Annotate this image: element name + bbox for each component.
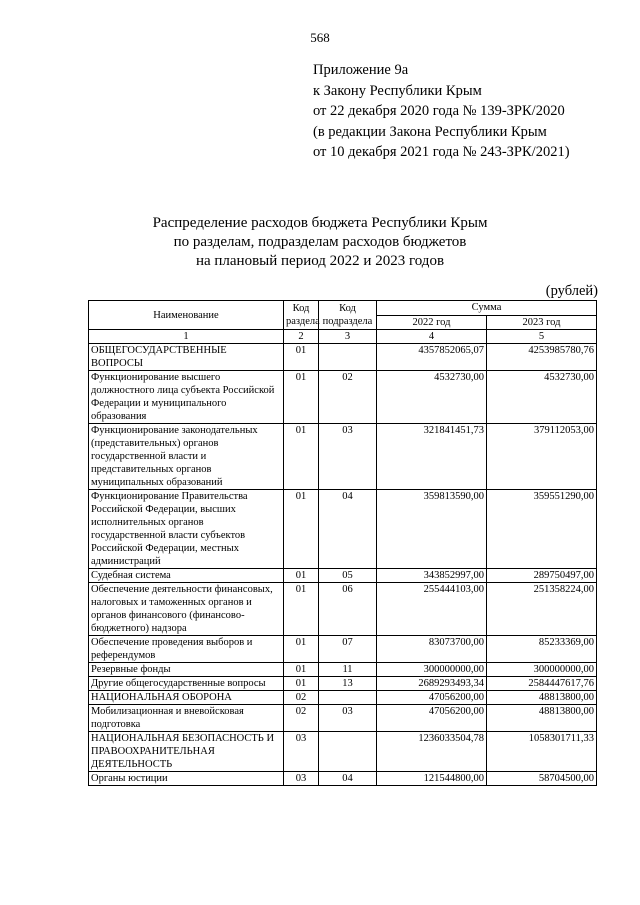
row-subsection-code: 04 [319,490,377,569]
header-sum: Сумма [377,301,597,316]
row-subsection-code: 07 [319,636,377,663]
row-name: Обеспечение деятельности финансовых, налоговых и таможенных органов и органов финансового (финансово-бюджетного) надзора [89,583,284,636]
row-subsection-code [319,344,377,371]
column-number: 2 [284,330,319,344]
row-subsection-code: 11 [319,663,377,677]
row-subsection-code: 06 [319,583,377,636]
row-name: Судебная система [89,569,284,583]
row-amount-2022: 121544800,00 [377,772,487,786]
row-amount-2023: 85233369,00 [487,636,597,663]
row-section-code: 01 [284,636,319,663]
appendix-line: к Закону Республики Крым [313,82,482,99]
row-subsection-code [319,732,377,772]
row-amount-2022: 321841451,73 [377,424,487,490]
row-name: НАЦИОНАЛЬНАЯ БЕЗОПАСНОСТЬ И ПРАВООХРАНИТЕЛЬНАЯ ДЕЯТЕЛЬНОСТЬ [89,732,284,772]
row-amount-2023: 251358224,00 [487,583,597,636]
row-amount-2023: 4532730,00 [487,371,597,424]
row-amount-2023: 1058301711,33 [487,732,597,772]
row-section-code: 01 [284,677,319,691]
row-name: Другие общегосударственные вопросы [89,677,284,691]
row-section-code: 03 [284,732,319,772]
row-name: ОБЩЕГОСУДАРСТВЕННЫЕ ВОПРОСЫ [89,344,284,371]
row-amount-2022: 255444103,00 [377,583,487,636]
header-subsection-code: Код подраздела [319,301,377,330]
row-amount-2022: 47056200,00 [377,691,487,705]
table-row [89,490,597,569]
budget-table [88,300,597,786]
title-line: на плановый период 2022 и 2023 годов [195,253,445,269]
column-number: 1 [89,330,284,344]
table-row [89,772,597,786]
row-amount-2022: 4532730,00 [377,371,487,424]
row-amount-2022: 343852997,00 [377,569,487,583]
row-amount-2022: 47056200,00 [377,705,487,732]
table-row [89,371,597,424]
table-row [89,636,597,663]
row-section-code: 01 [284,344,319,371]
row-amount-2023: 48813800,00 [487,691,597,705]
row-subsection-code: 05 [319,569,377,583]
header-section-code: Код раздела [284,301,319,330]
row-name: Функционирование высшего должностного лица субъекта Российской Федерации и муниципального образования [89,371,284,424]
table-row [89,732,597,772]
table-row [89,583,597,636]
row-section-code: 01 [284,424,319,490]
row-subsection-code: 04 [319,772,377,786]
table-row [89,424,597,490]
row-name: Резервные фонды [89,663,284,677]
appendix-reference [313,60,613,163]
row-section-code: 01 [284,569,319,583]
table-row [89,677,597,691]
title-line: по разделам, подразделам расходов бюджетов [173,234,467,250]
table-row [89,691,597,705]
row-amount-2023: 4253985780,76 [487,344,597,371]
row-amount-2023: 58704500,00 [487,772,597,786]
row-subsection-code: 03 [319,424,377,490]
header-name: Наименование [89,301,284,330]
appendix-line: от 10 декабря 2021 года № 243-ЗРК/2021) [313,144,570,160]
appendix-line: от 22 декабря 2020 года № 139-ЗРК/2020 [313,103,565,119]
row-name: Функционирование Правительства Российской Федерации, высших исполнительных органов государственной власти субъектов Российской Федерации, местных администраций [89,490,284,569]
column-number: 3 [319,330,377,344]
column-number-row [89,330,597,344]
row-amount-2022: 1236033504,78 [377,732,487,772]
row-name: Функционирование законодательных (представительных) органов государственной власти и представительных органов муниципальных образований [89,424,284,490]
table-row [89,569,597,583]
row-section-code: 01 [284,663,319,677]
row-amount-2022: 359813590,00 [377,490,487,569]
row-section-code: 01 [284,371,319,424]
row-name: Обеспечение проведения выборов и референдумов [89,636,284,663]
table-row [89,705,597,732]
row-amount-2022: 4357852065,07 [377,344,487,371]
row-amount-2023: 300000000,00 [487,663,597,677]
budget-table-body [89,344,597,786]
row-amount-2023: 2584447617,76 [487,677,597,691]
header-year-2023: 2023 год [487,315,597,330]
row-subsection-code: 03 [319,705,377,732]
page-number: 568 [310,30,330,45]
row-amount-2022: 2689293493,34 [377,677,487,691]
header-year-2022: 2022 год [377,315,487,330]
row-amount-2023: 289750497,00 [487,569,597,583]
row-subsection-code: 02 [319,371,377,424]
row-subsection-code [319,691,377,705]
row-section-code: 02 [284,691,319,705]
row-amount-2023: 48813800,00 [487,705,597,732]
document-title [0,214,640,271]
row-amount-2023: 379112053,00 [487,424,597,490]
row-subsection-code: 13 [319,677,377,691]
row-amount-2022: 300000000,00 [377,663,487,677]
title-line: Распределение расходов бюджета Республики Крым [152,215,488,231]
row-section-code: 01 [284,583,319,636]
row-name: Органы юстиции [89,772,284,786]
row-name: Мобилизационная и вневойсковая подготовка [89,705,284,732]
row-name: НАЦИОНАЛЬНАЯ ОБОРОНА [89,691,284,705]
appendix-line: Приложение 9а [313,62,409,78]
column-number: 5 [487,330,597,344]
row-amount-2022: 83073700,00 [377,636,487,663]
table-row [89,344,597,371]
appendix-line: (в редакции Закона Республики Крым [313,123,547,140]
table-row [89,663,597,677]
units-label: (рублей) [545,283,598,299]
column-number: 4 [377,330,487,344]
row-section-code: 02 [284,705,319,732]
row-amount-2023: 359551290,00 [487,490,597,569]
row-section-code: 01 [284,490,319,569]
row-section-code: 03 [284,772,319,786]
